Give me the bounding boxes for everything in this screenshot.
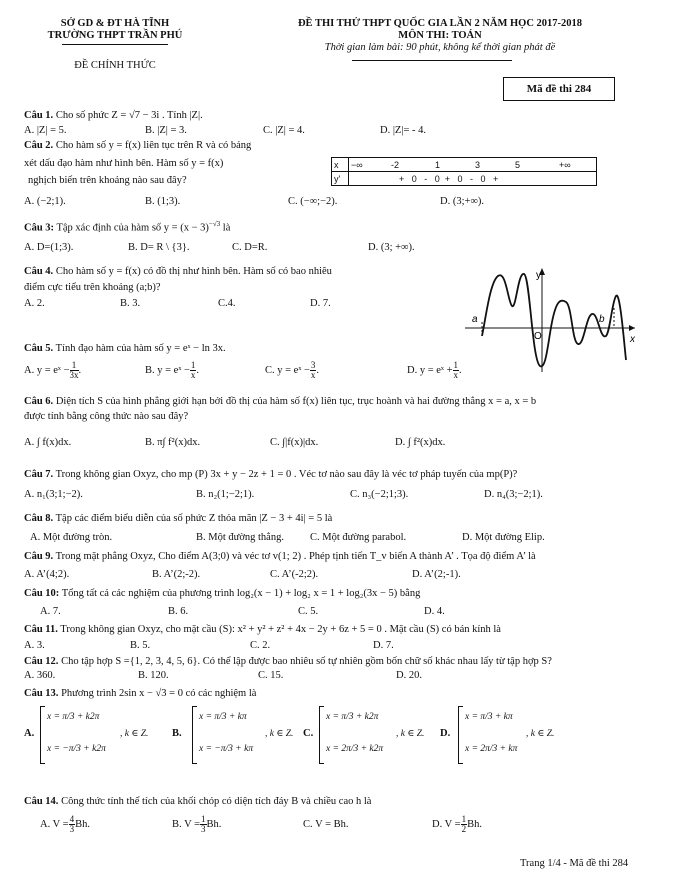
q5-option-c[interactable]: C. y = eˣ − $\frac{3}{x}$ . [265, 360, 320, 380]
q13-option-c[interactable]: C. [303, 728, 314, 739]
q12-stem: Câu 12. Cho tập hợp S ={1, 2, 3, 4, 5, 6}. Có thể lập được bao nhiêu số tự nhiên gồm bốn chữ số khác nhau lấy từ tập hợp S? [24, 656, 552, 667]
sign-table-signs: + 0 - 0 + 0 - 0 + [349, 172, 597, 186]
x-val-4: 5 [515, 159, 521, 170]
q4-option-c[interactable]: C.4. [218, 298, 236, 309]
sign-table-x-label: x [332, 158, 349, 172]
q14-option-c[interactable]: C. V = Bh. [303, 819, 349, 830]
q4-option-d[interactable]: D. 7. [310, 298, 331, 309]
q13-a-brace [40, 706, 45, 764]
q11-option-c[interactable]: C. 2. [250, 640, 271, 651]
q3-stem: Câu 3: Tập xác định của hàm số $y = (x - 3)^{-√3}$ là [24, 220, 231, 234]
q9-option-b[interactable]: B. A’(2;-2). [152, 569, 201, 580]
q14-option-a[interactable]: A. V = $\frac{4}{3}$ Bh. [40, 814, 90, 834]
x-axis-arrow [629, 325, 635, 331]
q6-stem-1: Câu 6. Diện tích S của hình phẳng giới hạn bởi đồ thị của hàm số f(x) liên tục, trục hoành và hai đường thẳng x = a, x = b [24, 396, 537, 407]
q5-option-b[interactable]: B. y = eˣ − $\frac{1}{x}$ . [145, 360, 200, 380]
q12-option-d[interactable]: D. 20. [396, 670, 422, 681]
q10-option-a[interactable]: A. 7. [40, 606, 61, 617]
q8-option-d[interactable]: D. Một đường Elip. [462, 532, 545, 543]
q13-c-brace [319, 706, 324, 764]
q6-stem-2: được tính bằng công thức nào sau đây? [24, 411, 189, 422]
q12-option-b[interactable]: B. 120. [138, 670, 169, 681]
q2-stem-2: xét dấu đạo hàm như hình bên. Hàm số y = f(x) [24, 158, 224, 169]
q9-stem: Câu 9. Trong mặt phẳng Oxyz, Cho điểm A(3;0) và véc tơ v(1; 2) . Phép tịnh tiến T_v biến A thành A’ . Tọa độ điểm A’ là [24, 551, 536, 562]
q2-option-c[interactable]: C. (−∞;−2). [288, 196, 338, 207]
q2-stem-1: Câu 2. Cho hàm số y = f(x) liên tục trên R và có bảng [24, 140, 252, 151]
function-graph [460, 262, 640, 382]
q12-option-a[interactable]: A. 360. [24, 670, 56, 681]
q9-option-a[interactable]: A. A’(4;2). [24, 569, 70, 580]
q7-stem: Câu 7. Trong không gian Oxyz, cho mp (P) 3x + y − 2z + 1 = 0 . Véc tơ nào sau đây là véc tơ pháp tuyến của mp(P)? [24, 469, 518, 480]
q14-option-d[interactable]: D. V = $\frac{1}{2}$ Bh. [432, 814, 482, 834]
y-label: y [536, 270, 541, 281]
q3-option-b[interactable]: B. D= R \ {3}. [128, 242, 190, 253]
q4-stem-1: Câu 4. Cho hàm số y = f(x) có đồ thị như hình bên. Hàm số có bao nhiêu [24, 266, 332, 277]
origin-label: O [534, 331, 542, 342]
q8-option-a[interactable]: A. Một đường tròn. [30, 532, 113, 543]
page-footer: Trang 1/4 - Mã đề thi 284 [520, 858, 629, 869]
q11-stem: Câu 11. Trong không gian Oxyz, cho mặt cầu (S): x² + y² + z² + 4x − 2y + 6z + 5 = 0 . Mặt cầu (S) có bán kính là [24, 624, 501, 635]
q13-b-line2: x = −π/3 + kπ [199, 744, 254, 754]
q5-option-d[interactable]: D. y = eˣ + $\frac{1}{x}$ . [407, 360, 462, 380]
q13-option-a[interactable]: A. [24, 728, 35, 739]
q5-stem: Câu 5. Tính đạo hàm của hàm số y = eˣ − ln 3x. [24, 343, 226, 354]
q13-b-kz: , k ∈ Z. [265, 729, 294, 739]
q2-option-a[interactable]: A. (−2;1). [24, 196, 66, 207]
q7-option-a[interactable]: A. n₁(3;1;−2). [24, 489, 83, 500]
q10-option-b[interactable]: B. 6. [168, 606, 189, 617]
x-label: x [630, 334, 635, 345]
time-underline [352, 60, 512, 61]
q13-c-line2: x = 2π/3 + k2π [326, 744, 384, 754]
a-label: a [472, 314, 478, 325]
q1-option-a[interactable]: A. |Z| = 5. [24, 125, 67, 136]
q1-stem: Câu 1. Cho số phức Z = √7 − 3i . Tính |Z|. [24, 110, 203, 121]
q6-option-c[interactable]: C. ∫|f(x)|dx. [270, 437, 319, 448]
q13-stem: Câu 13. Phương trình 2sin x − √3 = 0 có các nghiệm là [24, 688, 257, 699]
q3-option-d[interactable]: D. (3; +∞). [368, 242, 415, 253]
b-label: b [599, 314, 605, 325]
q1-option-b[interactable]: B. |Z| = 3. [145, 125, 187, 136]
q8-option-b[interactable]: B. Một đường thẳng. [196, 532, 284, 543]
q13-b-line1: x = π/3 + kπ [199, 712, 247, 722]
x-pos-inf: +∞ [559, 159, 571, 170]
q14-option-b[interactable]: B. V = $\frac{1}{3}$ Bh. [172, 814, 222, 834]
q13-c-line1: x = π/3 + k2π [326, 712, 379, 722]
sign-table [331, 157, 597, 186]
q10-stem: Câu 10: Tổng tất cả các nghiệm của phương trình log₂(x − 1) + log₂ x = 1 + log₂(3x − 5) bằng [24, 588, 421, 599]
x-val-2: 1 [435, 159, 441, 170]
dept-name: SỞ GD & ĐT HÀ TĨNH [60, 18, 170, 29]
q13-option-b[interactable]: B. [172, 728, 182, 739]
school-underline [62, 44, 168, 45]
q13-a-kz: , k ∈ Z. [120, 729, 149, 739]
q8-stem: Câu 8. Tập các điểm biểu diễn của số phức Z thỏa mãn |Z − 3 + 4i| = 5 là [24, 513, 333, 524]
q10-option-c[interactable]: C. 5. [298, 606, 319, 617]
sign-table-y-label: y' [332, 172, 349, 186]
q7-option-c[interactable]: C. n₃(−2;1;3). [350, 489, 409, 500]
q4-stem-2: điểm cực tiểu trên khoảng (a;b)? [24, 282, 161, 293]
q11-option-a[interactable]: A. 3. [24, 640, 45, 651]
q9-option-d[interactable]: D. A’(2;-1). [412, 569, 461, 580]
time-note: Thời gian làm bài: 90 phút, không kể thời gian phát đề [324, 42, 556, 53]
q13-a-line2: x = −π/3 + k2π [47, 744, 106, 754]
q13-c-kz: , k ∈ Z. [396, 729, 425, 739]
official-label: ĐỀ CHÍNH THỨC [74, 60, 156, 71]
q10-option-d[interactable]: D. 4. [424, 606, 445, 617]
school-name: TRƯỜNG THPT TRẦN PHÚ [47, 30, 183, 41]
q2-option-d[interactable]: D. (3;+∞). [440, 196, 485, 207]
x-neg-inf: −∞ [351, 159, 363, 170]
exam-code-box: Mã đề thi 284 [503, 77, 615, 101]
q4-option-b[interactable]: B. 3. [120, 298, 141, 309]
q2-option-b[interactable]: B. (1;3). [145, 196, 181, 207]
subject: MÔN THI: TOÁN [398, 30, 482, 41]
q6-option-d[interactable]: D. ∫ f²(x)dx. [395, 437, 446, 448]
sign-table-x-values [349, 158, 597, 172]
q7-option-d[interactable]: D. n₄(3;−2;1). [484, 489, 543, 500]
q6-option-a[interactable]: A. ∫ f(x)dx. [24, 437, 72, 448]
x-val-3: 3 [475, 159, 481, 170]
x-val-1: -2 [391, 159, 400, 170]
q14-stem: Câu 14. Công thức tính thể tích của khối chóp có diện tích đáy B và chiều cao h là [24, 796, 372, 807]
q7-option-b[interactable]: B. n₂(1;−2;1). [196, 489, 255, 500]
q3-option-a[interactable]: A. D=(1;3). [24, 242, 74, 253]
q13-b-brace [192, 706, 197, 764]
q13-a-line1: x = π/3 + k2π [47, 712, 100, 722]
exam-title: ĐỀ THI THỬ THPT QUỐC GIA LẦN 2 NĂM HỌC 2017-2018 [297, 18, 583, 29]
q1-option-d[interactable]: D. |Z|= - 4. [380, 125, 426, 136]
q2-stem-3: nghịch biến trên khoảng nào sau đây? [28, 175, 187, 186]
q4-option-a[interactable]: A. 2. [24, 298, 45, 309]
q13-d-brace [458, 706, 463, 764]
q13-d-line2: x = 2π/3 + kπ [465, 744, 518, 754]
q13-option-d[interactable]: D. [440, 728, 451, 739]
q6-option-b[interactable]: B. π∫ f²(x)dx. [145, 437, 201, 448]
q1-option-c[interactable]: C. |Z| = 4. [263, 125, 305, 136]
q13-d-line1: x = π/3 + kπ [465, 712, 513, 722]
q13-d-kz: , k ∈ Z. [526, 729, 555, 739]
q8-option-c[interactable]: C. Một đường parabol. [310, 532, 407, 543]
q5-option-a[interactable]: A. y = eˣ − $\frac{1}{3x}$ . [24, 360, 82, 380]
q11-option-d[interactable]: D. 7. [373, 640, 394, 651]
q9-option-c[interactable]: C. A’(-2;2). [270, 569, 319, 580]
q3-option-c[interactable]: C. D=R. [232, 242, 268, 253]
q12-option-c[interactable]: C. 15. [258, 670, 284, 681]
q11-option-b[interactable]: B. 5. [130, 640, 151, 651]
